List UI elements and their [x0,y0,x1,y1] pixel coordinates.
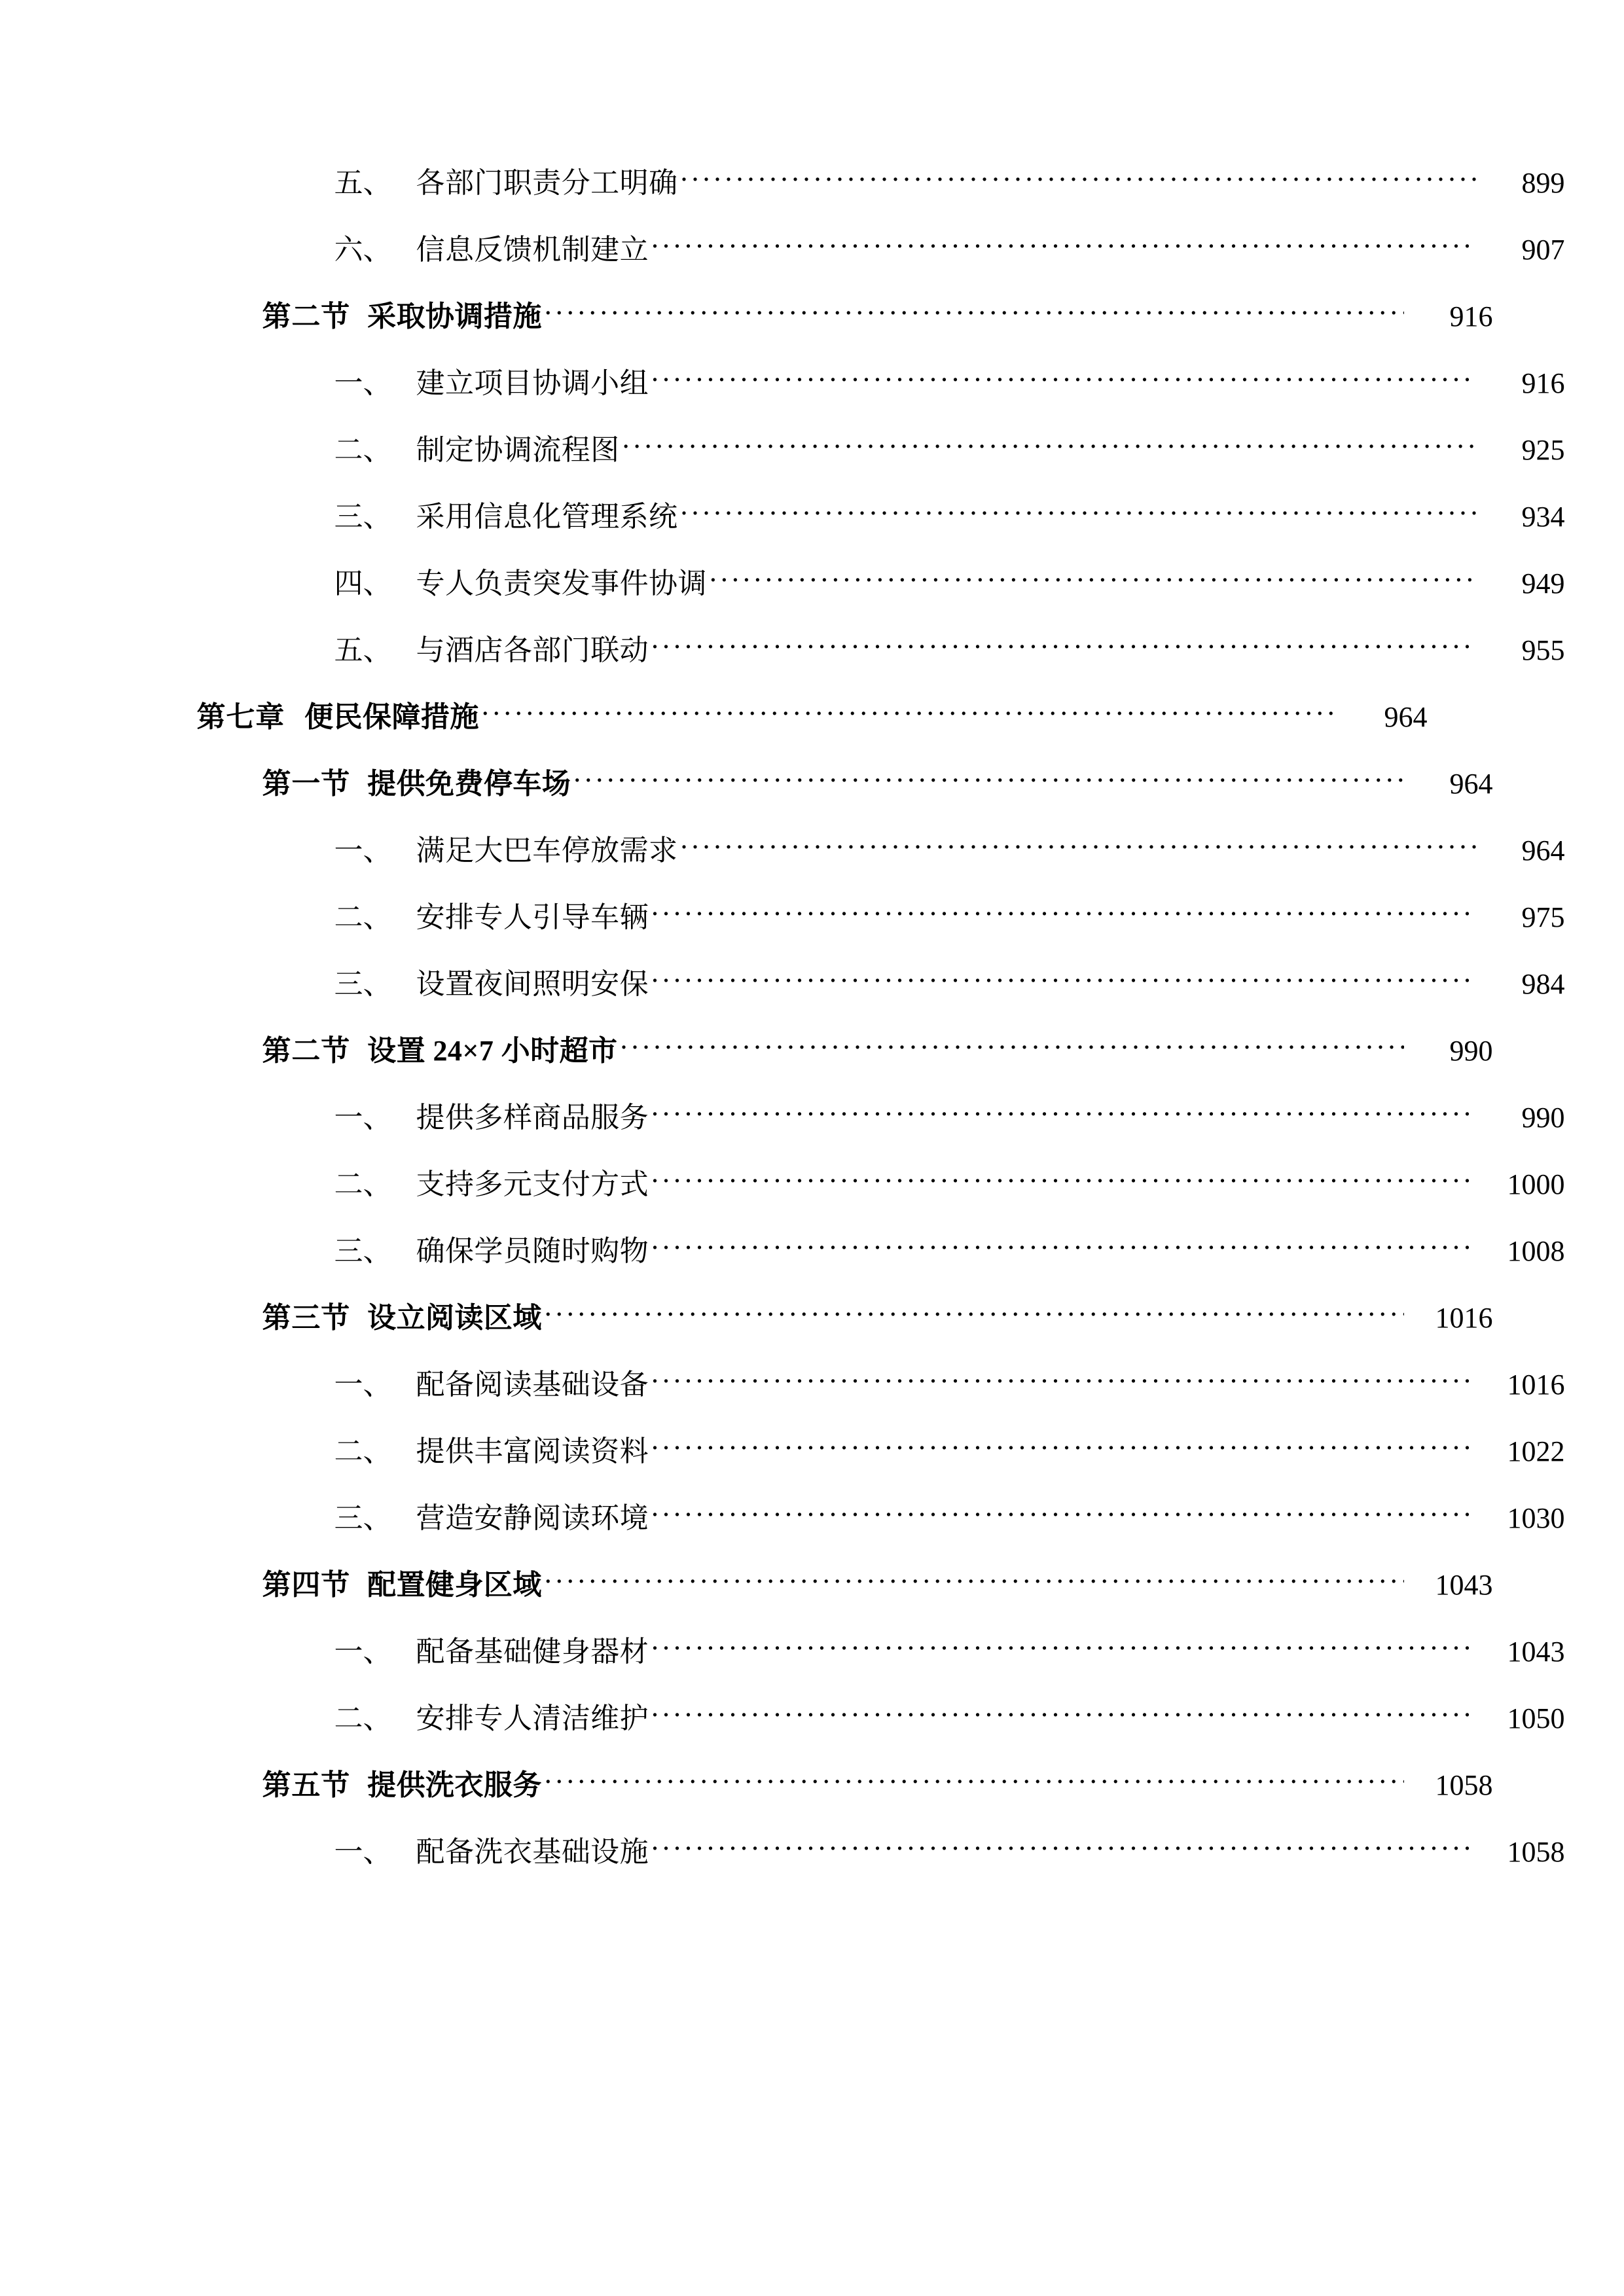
toc-entry-page-number: 1008 [1507,1235,1565,1267]
toc-entry[interactable] [197,1499,1565,1533]
toc-entry[interactable] [197,564,1565,598]
toc-entry-page-number: 955 [1521,634,1565,666]
toc-leader-dots [651,1365,1475,1394]
toc-entry-label: 设立阅读区域 [367,1302,542,1334]
toc-entry[interactable] [197,1299,1493,1333]
toc-leader-dots [680,831,1475,860]
toc-entry-number: 四、 [334,567,392,600]
toc-leader-dots [651,364,1475,393]
toc-leader-dots [651,631,1475,660]
toc-leader-dots [545,1566,1404,1594]
toc-entry-number: 六、 [334,234,392,266]
toc-entry[interactable] [197,497,1565,531]
toc-entry[interactable] [197,1766,1493,1800]
toc-entry-page-number: 949 [1521,567,1565,600]
toc-entry-number: 第二节 [262,300,351,332]
toc-entry-number: 一、 [334,367,392,399]
toc-leader-dots [710,564,1476,593]
toc-entry-label: 信息反馈机制建立 [416,234,649,266]
toc-entry[interactable] [197,364,1565,398]
toc-entry-page-number: 925 [1521,434,1565,466]
toc-leader-dots [680,164,1475,192]
toc-entry-label: 营造安静阅读环境 [416,1502,649,1534]
toc-entry-label: 制定协调流程图 [416,434,620,466]
toc-entry-number: 第五节 [262,1769,351,1801]
toc-entry-label: 满足大巴车停放需求 [416,834,678,867]
toc-entry-number: 三、 [334,1502,392,1534]
toc-entry-label: 采取协调措施 [367,300,542,332]
toc-entry-label: 与酒店各部门联动 [416,634,649,666]
toc-entry-page-number: 1058 [1435,1769,1493,1801]
toc-leader-dots [545,1766,1404,1795]
toc-entry-label: 提供丰富阅读资料 [416,1435,649,1467]
toc-entry-page-number: 964 [1384,701,1428,733]
toc-entry-page-number: 1016 [1507,1369,1565,1401]
toc-entry-number: 二、 [334,1702,392,1734]
table-of-contents [196,164,1565,1868]
toc-entry-number: 一、 [334,834,392,867]
toc-entry[interactable] [197,1031,1493,1066]
toc-entry-label: 建立项目协调小组 [416,367,649,399]
toc-entry[interactable] [197,965,1565,999]
toc-leader-dots [651,1432,1475,1461]
toc-entry-page-number: 1050 [1507,1702,1565,1734]
toc-leader-dots [651,898,1475,927]
toc-entry[interactable] [197,164,1565,198]
toc-entry-page-number: 907 [1521,234,1565,266]
toc-entry-number: 第四节 [262,1569,351,1601]
toc-leader-dots [651,1232,1475,1261]
toc-entry[interactable] [197,1098,1565,1132]
toc-entry[interactable] [197,1232,1565,1266]
toc-entry-page-number: 1016 [1435,1302,1493,1334]
toc-entry-page-number: 916 [1521,367,1565,399]
toc-entry-page-number: 990 [1521,1102,1565,1134]
toc-entry-number: 第一节 [262,768,351,800]
toc-leader-dots [482,698,1339,726]
toc-entry-page-number: 975 [1521,901,1565,933]
toc-entry-page-number: 1030 [1507,1502,1565,1534]
toc-leader-dots [651,1165,1475,1194]
toc-leader-dots [545,1299,1404,1327]
toc-leader-dots [680,497,1475,526]
toc-entry-label: 配备洗衣基础设施 [416,1836,649,1868]
toc-entry-page-number: 990 [1449,1035,1493,1067]
toc-entry-label: 安排专人清洁维护 [416,1702,649,1734]
toc-entry-page-number: 964 [1521,834,1565,867]
toc-entry-label: 设置夜间照明安保 [416,968,649,1000]
toc-entry[interactable] [197,631,1565,665]
toc-leader-dots [651,1699,1475,1728]
toc-entry-label: 确保学员随时购物 [416,1235,649,1267]
toc-entry[interactable] [197,1432,1565,1466]
toc-entry-number: 第三节 [262,1302,351,1334]
toc-entry-page-number: 984 [1521,968,1565,1000]
toc-leader-dots [623,431,1476,459]
toc-entry-number: 五、 [334,634,392,666]
toc-entry-page-number: 1000 [1507,1168,1565,1200]
toc-entry[interactable] [197,764,1493,798]
toc-entry-page-number: 916 [1449,300,1493,332]
toc-entry[interactable] [197,898,1565,932]
toc-entry-label: 专人负责突发事件协调 [416,567,707,600]
toc-entry-page-number: 964 [1449,768,1493,800]
toc-entry-label: 安排专人引导车辆 [416,901,649,933]
toc-entry[interactable] [197,698,1428,732]
toc-entry-number: 一、 [334,1369,392,1401]
toc-leader-dots [651,965,1475,994]
toc-entry-label: 支持多元支付方式 [416,1168,649,1200]
toc-entry-label: 采用信息化管理系统 [416,501,678,533]
toc-entry-label: 提供洗衣服务 [367,1769,542,1801]
toc-entry-label: 设置 24×7 小时超市 [367,1035,618,1067]
toc-entry-number: 第七章 [196,701,285,733]
toc-entry[interactable] [197,1365,1565,1399]
toc-entry-number: 五、 [334,167,392,199]
toc-entry-page-number: 899 [1521,167,1565,199]
toc-entry[interactable] [197,1165,1565,1199]
toc-entry-page-number: 934 [1521,501,1565,533]
toc-entry-label: 提供免费停车场 [367,768,571,800]
toc-entry-label: 配备基础健身器材 [416,1636,649,1668]
toc-entry[interactable] [197,831,1565,865]
toc-entry-label: 提供多样商品服务 [416,1102,649,1134]
toc-entry[interactable] [197,1699,1565,1733]
toc-entry-page-number: 1022 [1507,1435,1565,1467]
toc-entry-label: 配备阅读基础设备 [416,1369,649,1401]
toc-entry-label: 便民保障措施 [304,701,479,733]
toc-leader-dots [651,1098,1475,1127]
toc-leader-dots [621,1031,1404,1060]
toc-entry-page-number: 1043 [1435,1569,1493,1601]
toc-entry-number: 二、 [334,1435,392,1467]
toc-leader-dots [545,297,1404,326]
toc-entry-number: 一、 [334,1636,392,1668]
toc-entry-number: 一、 [334,1102,392,1134]
toc-entry[interactable] [197,431,1565,465]
toc-entry[interactable] [197,1632,1565,1666]
toc-entry-number: 二、 [334,901,392,933]
toc-entry-number: 一、 [334,1836,392,1868]
toc-entry-number: 三、 [334,968,392,1000]
toc-entry[interactable] [197,297,1493,331]
toc-leader-dots [651,230,1475,259]
toc-leader-dots [651,1833,1475,1861]
toc-entry-label: 各部门职责分工明确 [416,167,678,199]
toc-leader-dots [651,1499,1475,1528]
toc-entry[interactable] [197,230,1565,264]
toc-entry-number: 三、 [334,1235,392,1267]
toc-entry-number: 三、 [334,501,392,533]
toc-entry-label: 配置健身区域 [367,1569,542,1601]
toc-leader-dots [651,1632,1475,1661]
toc-leader-dots [573,764,1403,793]
toc-entry-number: 二、 [334,434,392,466]
toc-entry-page-number: 1043 [1507,1636,1565,1668]
toc-entry[interactable] [197,1566,1493,1600]
toc-entry-page-number: 1058 [1507,1836,1565,1868]
toc-entry-number: 二、 [334,1168,392,1200]
toc-entry-number: 第二节 [262,1035,351,1067]
toc-entry[interactable] [197,1833,1565,1867]
